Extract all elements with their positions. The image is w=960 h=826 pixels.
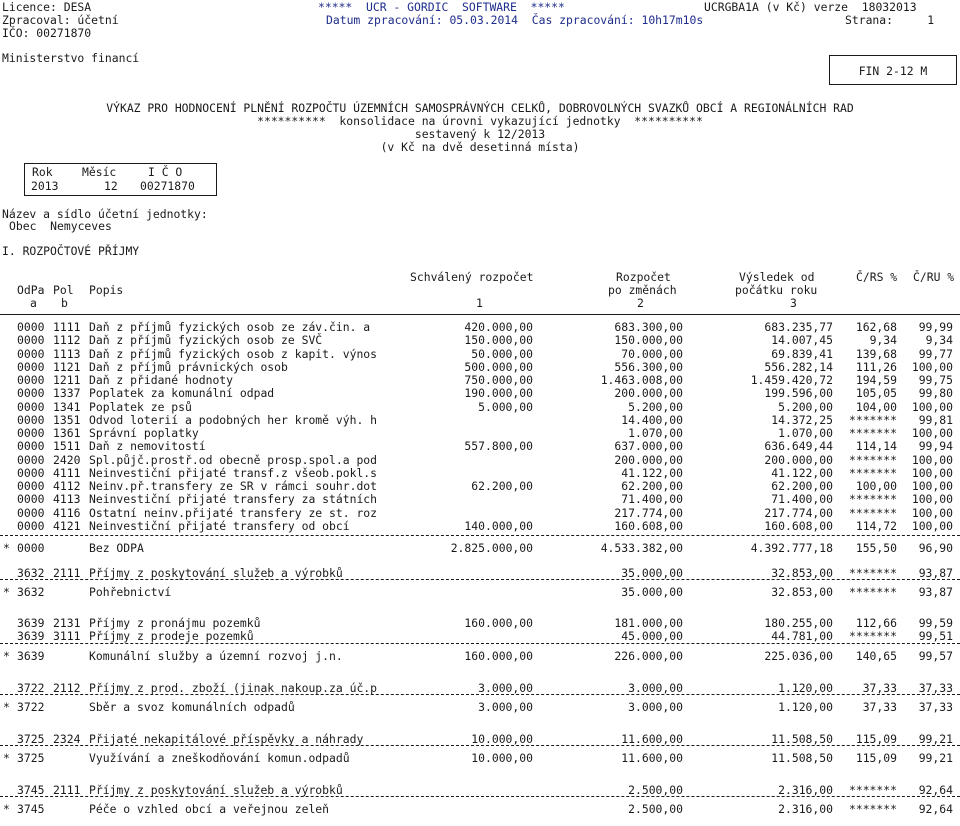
total-v2: 4.533.382,00	[600, 541, 683, 555]
form-code: FIN 2-12 M	[858, 64, 928, 78]
popis-cell: Daň z příjmů právnických osob	[89, 360, 288, 374]
total-marker: *	[3, 802, 10, 816]
rozpocet-cell: 556.300,00	[614, 360, 683, 374]
popis-cell: Daň z příjmů fyzických osob z kapit. výnos	[89, 347, 378, 361]
total-marker: *	[3, 751, 10, 765]
crs-cell: *******	[848, 566, 897, 580]
crs-cell: *******	[848, 802, 897, 816]
odpa-cell: 0000	[17, 506, 45, 520]
odpa-cell: 0000	[17, 426, 45, 440]
dash-separator	[0, 535, 960, 536]
ico-value: 00271870	[140, 179, 195, 193]
popis-cell: Ostatní neinv.přijaté transfery ze st. roz	[89, 506, 378, 520]
rozpocet-cell: 1.070,00	[628, 426, 683, 440]
col-vysledek: Výsledek od	[739, 270, 815, 284]
rozpocet-cell: 70.000,00	[621, 347, 683, 361]
cru-cell: 9,34	[925, 333, 953, 347]
crs-cell: 194,59	[855, 373, 897, 387]
rok-value: 2013	[31, 179, 59, 193]
program-version: UCRGBA1A (v Kč) verze 18032013	[704, 0, 917, 14]
crs-cell: 9,34	[869, 333, 897, 347]
section-title: I. ROZPOČTOVÉ PŘÍJMY	[2, 244, 140, 258]
odpa-cell: 0000	[17, 320, 45, 334]
vysledek-cell: 11.508,50	[771, 732, 833, 746]
total-p1: 155,50	[855, 541, 897, 555]
rozpocet-cell: 200.000,00	[614, 386, 683, 400]
dash-separator	[0, 579, 960, 580]
table-row	[0, 479, 960, 493]
schvaleny-cell: 420.000,00	[464, 320, 533, 334]
crs-cell: *******	[848, 585, 897, 599]
popis-cell: Příjmy z prod. zboží (jinak nakoup.za úč.p	[89, 681, 378, 695]
popis-cell: Komunální služby a územní rozvoj j.n.	[89, 649, 343, 663]
processing-datetime: Datum zpracování: 05.03.2014 Čas zpracování: 10h17m10s	[326, 13, 704, 27]
cru-cell: 37,33	[918, 681, 953, 695]
crs-cell: 111,26	[855, 360, 897, 374]
odpa-cell: 0000	[17, 492, 45, 506]
rozpocet-cell: 637.000,00	[614, 439, 683, 453]
cru-cell: 100,00	[911, 426, 953, 440]
table-row	[0, 413, 960, 427]
col-popis: Popis	[89, 283, 124, 297]
popis-cell: Daň z příjmů fyzických osob ze záv.čin. a	[89, 320, 371, 334]
odpa-cell: 0000	[17, 453, 45, 467]
report-period: sestavený k 12/2013	[414, 127, 546, 141]
schvaleny-cell: 190.000,00	[464, 386, 533, 400]
crs-cell: 139,68	[855, 347, 897, 361]
cru-cell: 93,87	[918, 585, 953, 599]
pol-cell: 4113	[53, 492, 81, 506]
rozpocet-cell: 14.400,00	[621, 413, 683, 427]
crs-cell: *******	[848, 453, 897, 467]
page-number: Strana: 1	[845, 13, 935, 27]
pol-cell: 1361	[53, 426, 81, 440]
odpa-cell: 3722	[17, 681, 45, 695]
table-row	[0, 629, 960, 643]
rozpocet-cell: 683.300,00	[614, 320, 683, 334]
table-row	[0, 466, 960, 480]
rozpocet-cell: 226.000,00	[614, 649, 683, 663]
cru-cell: 100,00	[911, 466, 953, 480]
crs-cell: *******	[848, 783, 897, 797]
odpa-cell: 3725	[17, 732, 45, 746]
vysledek-cell: 225.036,00	[764, 649, 833, 663]
pol-cell: 4111	[53, 466, 81, 480]
crs-cell: 114,14	[855, 439, 897, 453]
popis-cell: Neinvestiční přijaté transfery za státních	[89, 492, 378, 506]
vysledek-cell: 2.316,00	[778, 783, 833, 797]
crs-cell: 140,65	[855, 649, 897, 663]
table-row	[0, 616, 960, 630]
vysledek-cell: 5.200,00	[778, 400, 833, 414]
schvaleny-cell: 3.000,00	[478, 681, 533, 695]
rozpocet-cell: 45.000,00	[621, 629, 683, 643]
col-odpa: OdPa	[17, 283, 45, 297]
odpa-cell: 0000	[17, 386, 45, 400]
vysledek-cell: 44.781,00	[771, 629, 833, 643]
schvaleny-cell: 50.000,00	[471, 347, 533, 361]
pol-cell: 2324	[53, 732, 81, 746]
pol-cell: 1112	[53, 333, 81, 347]
cru-cell: 92,64	[918, 802, 953, 816]
vysledek-cell: 32.853,00	[771, 566, 833, 580]
crs-cell: 104,00	[855, 400, 897, 414]
crs-cell: *******	[848, 629, 897, 643]
cru-cell: 100,00	[911, 506, 953, 520]
table-row	[0, 681, 960, 695]
schvaleny-cell: 150.000,00	[464, 333, 533, 347]
popis-cell: Správní poplatky	[89, 426, 199, 440]
schvaleny-cell: 140.000,00	[464, 519, 533, 533]
mesic-label: Měsíc	[82, 165, 117, 179]
pol-cell: 2131	[53, 616, 81, 630]
table-row	[0, 386, 960, 400]
dash-separator	[0, 745, 960, 746]
rozpocet-cell: 3.000,00	[628, 681, 683, 695]
popis-cell: Příjmy z poskytování služeb a výrobků	[89, 783, 343, 797]
rozpocet-cell: 5.200,00	[628, 400, 683, 414]
rozpocet-cell: 35.000,00	[621, 585, 683, 599]
software-banner: ***** UCR - GORDIC SOFTWARE *****	[318, 0, 565, 14]
pol-cell: 1121	[53, 360, 81, 374]
odpa-cell: 0000	[17, 400, 45, 414]
rozpocet-cell: 2.500,00	[628, 783, 683, 797]
dash-separator	[0, 694, 960, 695]
odpa-cell: 0000	[17, 413, 45, 427]
popis-cell: Neinv.př.transfery ze SR v rámci souhr.dot	[89, 479, 378, 493]
col-number-3: 3	[790, 296, 797, 310]
cru-cell: 100,00	[911, 519, 953, 533]
odpa-cell: 0000	[17, 479, 45, 493]
zpracoval-label: Zpracoval: účetní	[2, 13, 119, 27]
unit-name: Obec Nemyceves	[9, 219, 112, 233]
odpa-cell: 3745	[17, 802, 45, 816]
table-row	[0, 732, 960, 746]
rozpocet-cell: 35.000,00	[621, 566, 683, 580]
table-row	[0, 373, 960, 387]
col-letter-b: b	[61, 296, 68, 310]
schvaleny-cell: 62.200,00	[471, 479, 533, 493]
table-row	[0, 426, 960, 440]
vysledek-cell: 217.774,00	[764, 506, 833, 520]
pol-cell: 4116	[53, 506, 81, 520]
pol-cell: 2112	[53, 681, 81, 695]
pol-cell: 4121	[53, 519, 81, 533]
odpa-cell: 3632	[17, 566, 45, 580]
rok-label: Rok	[32, 165, 53, 179]
total-marker: *	[3, 541, 10, 555]
odpa-cell: 0000	[17, 519, 45, 533]
odpa-cell: 0000	[17, 466, 45, 480]
vysledek-cell: 556.282,14	[764, 360, 833, 374]
schvaleny-cell: 500.000,00	[464, 360, 533, 374]
cru-cell: 99,21	[918, 732, 953, 746]
cru-cell: 99,59	[918, 616, 953, 630]
odpa-cell: 3745	[17, 783, 45, 797]
rozpocet-cell: 62.200,00	[621, 479, 683, 493]
cru-cell: 99,80	[918, 386, 953, 400]
popis-cell: Odvod loterií a podobných her kromě výh. h	[89, 413, 378, 427]
pol-cell: 2420	[53, 453, 81, 467]
table-row	[0, 320, 960, 334]
cru-cell: 100,00	[911, 400, 953, 414]
rozpocet-cell: 11.600,00	[621, 732, 683, 746]
schvaleny-cell: 557.800,00	[464, 439, 533, 453]
total-p2: 96,90	[918, 541, 953, 555]
schvaleny-cell: 160.000,00	[464, 649, 533, 663]
vysledek-cell: 200.000,00	[764, 453, 833, 467]
cru-cell: 100,00	[911, 479, 953, 493]
crs-cell: *******	[848, 466, 897, 480]
pol-cell: 1351	[53, 413, 81, 427]
pol-cell: 1341	[53, 400, 81, 414]
popis-cell: Využívání a zneškodňování komun.odpadů	[89, 751, 350, 765]
vysledek-cell: 71.400,00	[771, 492, 833, 506]
cru-cell: 99,99	[918, 320, 953, 334]
table-row	[0, 360, 960, 374]
odpa-cell: 0000	[17, 373, 45, 387]
cru-cell: 99,77	[918, 347, 953, 361]
total-marker: *	[3, 585, 10, 599]
table-row	[0, 492, 960, 506]
odpa-cell: 3639	[17, 616, 45, 630]
schvaleny-cell: 10.000,00	[471, 751, 533, 765]
pol-cell: 2111	[53, 566, 81, 580]
crs-cell: *******	[848, 426, 897, 440]
col-pol: Pol	[53, 283, 74, 297]
odpa-cell: 0000	[17, 360, 45, 374]
odpa-cell: 3639	[17, 629, 45, 643]
col-number-1: 1	[476, 296, 483, 310]
total-row	[0, 751, 960, 765]
pol-cell: 1113	[53, 347, 81, 361]
rozpocet-cell: 181.000,00	[614, 616, 683, 630]
crs-cell: 112,66	[855, 616, 897, 630]
vysledek-cell: 636.649,44	[764, 439, 833, 453]
crs-cell: 105,05	[855, 386, 897, 400]
popis-cell: Spl.půjč.prostř.od obecně prosp.spol.a pod	[89, 453, 378, 467]
vysledek-cell: 1.459.420,72	[750, 373, 833, 387]
total-marker: *	[3, 649, 10, 663]
cru-cell: 99,21	[918, 751, 953, 765]
rozpocet-cell: 41.122,00	[621, 466, 683, 480]
odpa-cell: 3722	[17, 700, 45, 714]
cru-cell: 99,75	[918, 373, 953, 387]
total-row	[0, 541, 960, 555]
crs-cell: 162,68	[855, 320, 897, 334]
cru-cell: 99,51	[918, 629, 953, 643]
vysledek-cell: 1.120,00	[778, 700, 833, 714]
total-row	[0, 585, 960, 599]
cru-cell: 37,33	[918, 700, 953, 714]
mesic-value: 12	[104, 179, 118, 193]
crs-cell: *******	[848, 506, 897, 520]
cru-cell: 99,81	[918, 413, 953, 427]
popis-cell: Poplatek ze psů	[89, 400, 192, 414]
crs-cell: 115,09	[855, 732, 897, 746]
odpa-cell: 3639	[17, 649, 45, 663]
popis-cell: Neinvestiční přijaté transf.z všeob.pokl.s	[89, 466, 378, 480]
rozpocet-cell: 71.400,00	[621, 492, 683, 506]
report-units: (v Kč na dvě desetinná místa)	[380, 140, 580, 154]
vysledek-cell: 11.508,50	[771, 751, 833, 765]
vysledek-cell: 14.372,25	[771, 413, 833, 427]
total-text: Bez ODPA	[89, 541, 144, 555]
odpa-cell: 3725	[17, 751, 45, 765]
odpa-cell: 0000	[17, 333, 45, 347]
dash-separator	[0, 643, 960, 644]
table-row	[0, 453, 960, 467]
crs-cell: *******	[848, 413, 897, 427]
vysledek-cell: 683.235,77	[764, 320, 833, 334]
vysledek-cell: 199.596,00	[764, 386, 833, 400]
total-v1: 2.825.000,00	[450, 541, 533, 555]
schvaleny-cell: 750.000,00	[464, 373, 533, 387]
total-row	[0, 649, 960, 663]
cru-cell: 93,87	[918, 566, 953, 580]
table-row	[0, 400, 960, 414]
ico-col-label: I Č O	[148, 165, 183, 179]
table-row	[0, 566, 960, 580]
popis-cell: Přijaté nekapitálové příspěvky a náhrady	[89, 732, 364, 746]
cru-cell: 99,94	[918, 439, 953, 453]
pol-cell: 1337	[53, 386, 81, 400]
rozpocet-cell: 1.463.008,00	[600, 373, 683, 387]
pol-cell: 3111	[53, 629, 81, 643]
col-crs: Č/RS %	[856, 270, 898, 284]
unit-label: Název a sídlo účetní jednotky:	[2, 207, 208, 221]
crs-cell: 114,72	[855, 519, 897, 533]
col-schvaleny: Schválený rozpočet	[410, 270, 534, 284]
report-subtitle: ********** konsolidace na úrovni vykazující jednotky **********	[257, 114, 703, 128]
popis-cell: Příjmy z poskytování služeb a výrobků	[89, 566, 343, 580]
vysledek-cell: 41.122,00	[771, 466, 833, 480]
vysledek-cell: 180.255,00	[764, 616, 833, 630]
vysledek-cell: 69.839,41	[771, 347, 833, 361]
col-cru: Č/RU %	[913, 270, 955, 284]
pol-cell: 1111	[53, 320, 81, 334]
col-vysledek-2: počátku roku	[735, 283, 818, 297]
col-number-2: 2	[637, 296, 644, 310]
table-row	[0, 506, 960, 520]
vysledek-cell: 1.120,00	[778, 681, 833, 695]
popis-cell: Daň z přidané hodnoty	[89, 373, 234, 387]
rozpocet-cell: 3.000,00	[628, 700, 683, 714]
crs-cell: 100,00	[855, 479, 897, 493]
cru-cell: 100,00	[911, 360, 953, 374]
col-letter-a: a	[30, 296, 37, 310]
vysledek-cell: 14.007,45	[771, 333, 833, 347]
rozpocet-cell: 11.600,00	[621, 751, 683, 765]
licence-label: Licence: DESA	[2, 0, 92, 14]
pol-cell: 1511	[53, 439, 81, 453]
total-row	[0, 700, 960, 714]
schvaleny-cell: 160.000,00	[464, 616, 533, 630]
vysledek-cell: 2.316,00	[778, 802, 833, 816]
pol-cell: 4112	[53, 479, 81, 493]
table-row	[0, 347, 960, 361]
col-rozpocet-2: po změnách	[608, 283, 677, 297]
crs-cell: 37,33	[862, 681, 897, 695]
popis-cell: Poplatek za komunální odpad	[89, 386, 275, 400]
popis-cell: Příjmy z pronájmu pozemků	[89, 616, 261, 630]
popis-cell: Pohřebnictví	[89, 585, 172, 599]
rozpocet-cell: 200.000,00	[614, 453, 683, 467]
cru-cell: 99,57	[918, 649, 953, 663]
odpa-cell: 0000	[17, 439, 45, 453]
vysledek-cell: 160.608,00	[764, 519, 833, 533]
crs-cell: 37,33	[862, 700, 897, 714]
odpa-cell: 3632	[17, 585, 45, 599]
popis-cell: Neinvestiční přijaté transfery od obcí	[89, 519, 350, 533]
table-row	[0, 519, 960, 533]
rozpocet-cell: 160.608,00	[614, 519, 683, 533]
crs-cell: 115,09	[855, 751, 897, 765]
popis-cell: Péče o vzhled obcí a veřejnou zeleň	[89, 802, 330, 816]
rozpocet-cell: 217.774,00	[614, 506, 683, 520]
pol-cell: 2111	[53, 783, 81, 797]
total-marker: *	[3, 700, 10, 714]
schvaleny-cell: 3.000,00	[478, 700, 533, 714]
table-row	[0, 783, 960, 797]
vysledek-cell: 32.853,00	[771, 585, 833, 599]
rozpocet-cell: 2.500,00	[628, 802, 683, 816]
ministry-label: Ministerstvo financí	[2, 51, 140, 65]
popis-cell: Daň z nemovitostí	[89, 439, 206, 453]
total-odpa: 0000	[17, 541, 45, 555]
cru-cell: 92,64	[918, 783, 953, 797]
odpa-cell: 0000	[17, 347, 45, 361]
popis-cell: Daň z příjmů fyzických osob ze SVČ	[89, 333, 323, 347]
report-title: VÝKAZ PRO HODNOCENÍ PLNĚNÍ ROZPOČTU ÚZEMNÍCH SAMOSPRÁVNÝCH CELKŮ, DOBROVOLNÝCH SVAZKŮ OBCÍ A REGIONÁLNÍCH RAD	[106, 101, 854, 115]
header-rule	[0, 314, 960, 315]
col-rozpocet: Rozpočet	[616, 270, 671, 284]
cru-cell: 100,00	[911, 453, 953, 467]
ico-label: IČO: 00271870	[2, 26, 92, 40]
form-code-box	[829, 55, 957, 85]
vysledek-cell: 62.200,00	[771, 479, 833, 493]
total-v3: 4.392.777,18	[750, 541, 833, 555]
rozpocet-cell: 150.000,00	[614, 333, 683, 347]
popis-cell: Sběr a svoz komunálních odpadů	[89, 700, 295, 714]
table-row	[0, 333, 960, 347]
table-row	[0, 439, 960, 453]
schvaleny-cell: 10.000,00	[471, 732, 533, 746]
dash-separator	[0, 796, 960, 797]
vysledek-cell: 1.070,00	[778, 426, 833, 440]
pol-cell: 1211	[53, 373, 81, 387]
total-row	[0, 802, 960, 816]
schvaleny-cell: 5.000,00	[478, 400, 533, 414]
popis-cell: Příjmy z prodeje pozemků	[89, 629, 254, 643]
cru-cell: 100,00	[911, 492, 953, 506]
crs-cell: *******	[848, 492, 897, 506]
